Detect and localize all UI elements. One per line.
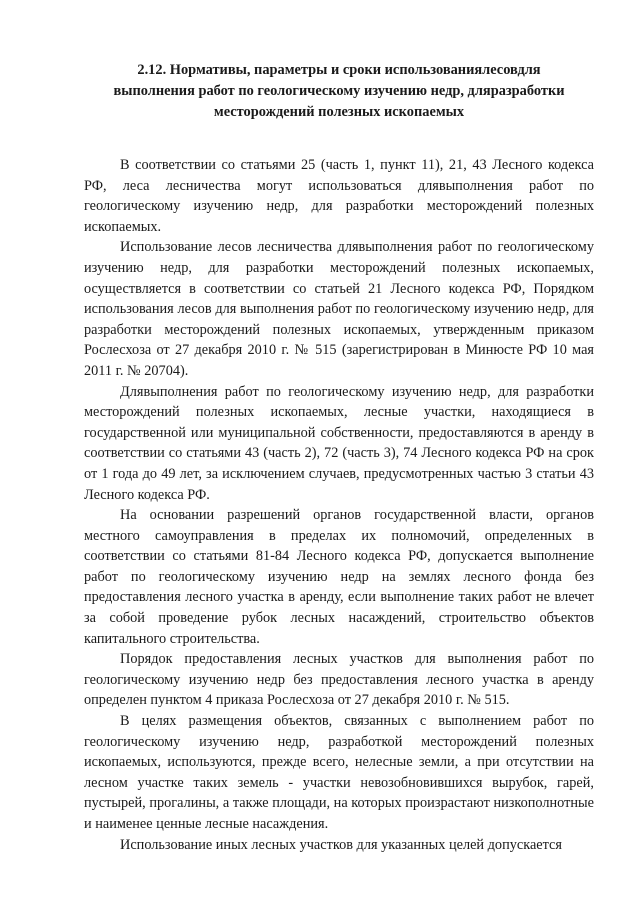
paragraph: Длявыполнения работ по геологическому изучению недр, для разработки месторождений полезных ископаемых, лесные участки, находящиеся в государственной или муниципальной собственности, предоставляются в аренду в соответствии со статьями 43 (часть 2), 72 (часть 3), 74 Лесного кодекса РФ на срок от 1 года до 49 лет, за исключением случаев, предусмотренных частью 3 статьи 43 Лесного кодекса РФ.: [84, 383, 594, 503]
section-heading: [84, 60, 594, 123]
heading-line: выполнения работ по геологическому изучению недр, дляразработки: [113, 83, 565, 99]
paragraph: В целях размещения объектов, связанных с выполнением работ по геологическому изучению недр, разработкой месторождений полезных ископаемых, используются, прежде всего, нелесные земли, а при отсутствии на лесном участке таких земель - участки невозобновившихся вырубок, гарей, пустырей, прогалины, а также площади, на которых произрастают низкополнотные и наименее ценные лесные насаждения.: [84, 713, 594, 832]
paragraph-truncated: Использование иных лесных участков для указанных целей допускается: [120, 836, 562, 853]
paragraph: В соответствии со статьями 25 (часть 1, пункт 11), 21, 43 Лесного кодекса РФ, леса лесничества могут использоваться длявыполнения работ по геологическому изучению недр, для разработки месторождений полезных ископаемых.: [84, 157, 594, 235]
paragraph: На основании разрешений органов государственной власти, органов местного самоуправления в пределах их полномочий, определенных в соответствии со статьями 81-84 Лесного кодекса РФ, допускается выполнение работ по геологическому изучению недр на землях лесного фонда без предоставления лесного участка в аренду, если выполнение таких работ не влечет за собой проведение рубок лесных насаждений, строительство объектов капитального строительства.: [84, 507, 594, 647]
heading-line: 2.12. Нормативы, параметры и сроки использованиялесовдля: [137, 62, 541, 78]
paragraph: Использование лесов лесничества длявыполнения работ по геологическому изучению недр, для разработки месторождений полезных ископаемых, осуществляется в соответствии со статьей 21 Лесного кодекса РФ, Порядком использования лесов для выполнения работ по геологическому изучению недр, для разработки месторождений полезных ископаемых, утвержденным приказом Рослесхоза от 27 декабря 2010 г. № 515 (зарегистрирован в Минюсте РФ 10 мая 2011 г. № 20704).: [84, 239, 594, 379]
paragraph: Порядок предоставления лесных участков для выполнения работ по геологическому изучению недр без предоставления лесного участка в аренду определен пунктом 4 приказа Рослесхоза от 27 декабря 2010 г. № 515.: [84, 651, 594, 709]
document-page: [84, 60, 594, 855]
heading-line: месторождений полезных ископаемых: [213, 104, 465, 120]
